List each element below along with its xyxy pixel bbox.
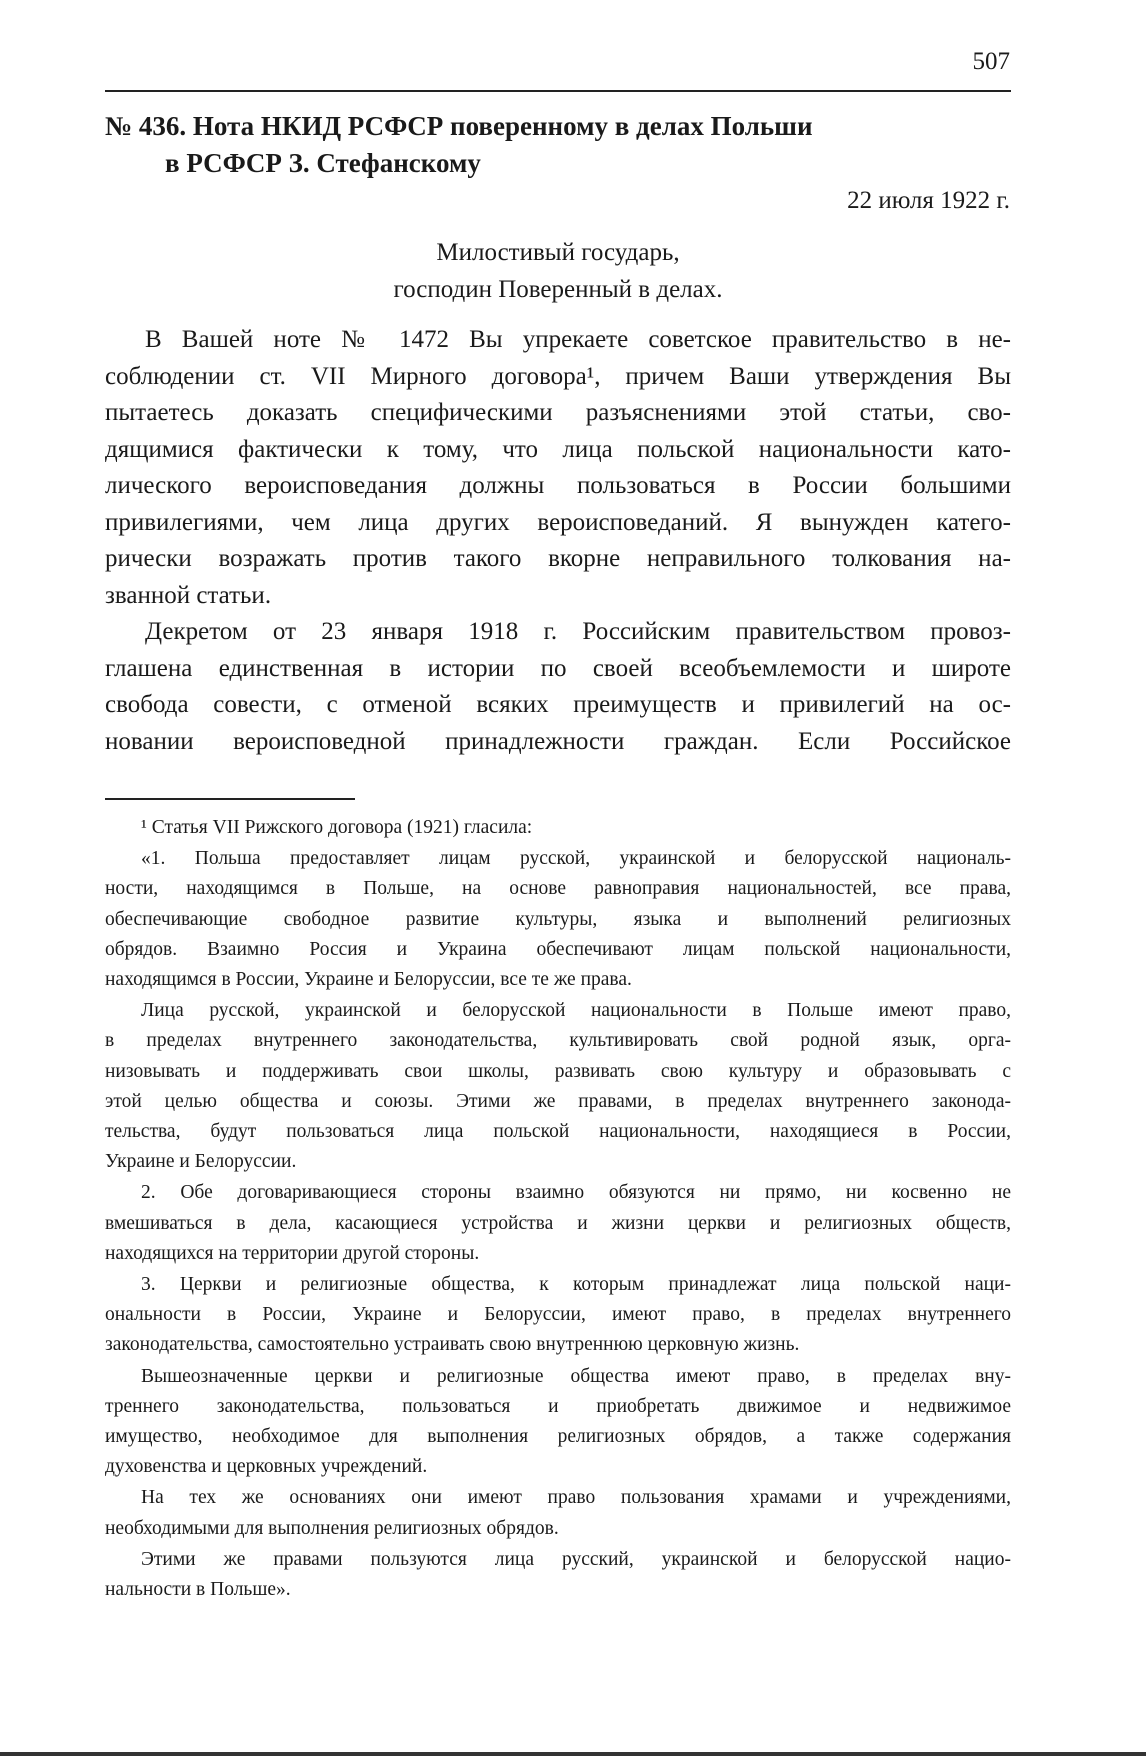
text-line: находящимся в России, Украине и Белоруссии, все те же права.: [105, 969, 632, 991]
text-line: нальности в Польше».: [105, 1579, 291, 1601]
text-line: глашена единственная в истории по своей всеобъемлемости и широте: [105, 654, 1011, 682]
text-line: «1. Польша предоставляет лицам русской, украинской и белорусской националь-: [141, 848, 1011, 870]
page-number: 507: [972, 48, 1010, 75]
title-line-2: в РСФСР З. Стефанскому: [165, 148, 481, 178]
salutation-line-1: Милостивый государь,: [436, 239, 680, 266]
text-line: Лица русской, украинской и белорусской национальности в Польше имеют право,: [141, 1000, 1011, 1022]
text-line: имущество, необходимое для выполнения религиозных обрядов, а также содержания: [105, 1426, 1011, 1448]
text-line: необходимыми для выполнения религиозных обрядов.: [105, 1517, 559, 1539]
text-line: соблюдении ст. VII Мирного договора¹, причем Ваши утверждения Вы: [105, 362, 1011, 390]
text-line: ональности в России, Украине и Белоруссии, имеют право, в пределах внутреннего: [105, 1304, 1011, 1326]
text-line: в пределах внутреннего законодательства, культивировать свой родной язык, орга-: [105, 1030, 1011, 1052]
text-line: привилегиями, чем лица других вероисповеданий. Я вынужден катего-: [105, 508, 1011, 536]
footnote-paragraph: [105, 813, 1011, 843]
text-line: духовенства и церковных учреждений.: [105, 1456, 428, 1478]
text-line: Декретом от 23 января 1918 г. Российским правительством провоз-: [145, 618, 1011, 645]
footnote-paragraph: [105, 1270, 1011, 1361]
footnote-paragraph: [105, 1483, 1011, 1543]
footnote-rule: [105, 798, 355, 800]
document-title: [105, 108, 813, 182]
text-line: обеспечивающие свободное развитие культуры, языка и выполнений религиозных: [105, 908, 1011, 930]
document-date: 22 июля 1922 г.: [847, 187, 1010, 214]
paragraph: [105, 614, 1011, 760]
header-rule: [105, 90, 1011, 92]
title-line-1: № 436. Нота НКИД РСФСР поверенному в делах Польши: [105, 111, 813, 141]
text-line: треннего законодательства, пользоваться и приобретать движимое и недвижимое: [105, 1395, 1011, 1417]
text-line: На тех же основаниях они имеют право пользования храмами и учреждениями,: [141, 1487, 1011, 1509]
text-line: ¹ Статья VII Рижского договора (1921) гласила:: [141, 817, 533, 838]
text-line: 3. Церкви и религиозные общества, к которым принадлежат лица польской наци-: [141, 1274, 1011, 1296]
salutation-line-2: господин Поверенный в делах.: [393, 276, 723, 303]
text-line: этой целью общества и союзы. Этими же правами, в пределах внутреннего законода-: [105, 1090, 1011, 1112]
page-bottom-edge: [0, 1752, 1146, 1756]
text-line: ности, находящимся в Польше, на основе равноправия национальностей, все права,: [105, 878, 1011, 900]
footnote-paragraph: [105, 1178, 1011, 1269]
text-line: званной статьи.: [105, 581, 272, 609]
text-line: Вышеозначенные церкви и религиозные общества имеют право, в пределах вну-: [141, 1365, 1011, 1387]
paragraph: [105, 322, 1011, 614]
text-line: находящихся на территории другой стороны.: [105, 1242, 480, 1264]
text-line: Украине и Белоруссии.: [105, 1151, 297, 1173]
footnote-paragraph: [105, 996, 1011, 1177]
text-line: дящимися фактически к тому, что лица польской национальности като-: [105, 435, 1011, 463]
text-line: обрядов. Взаимно Россия и Украина обеспечивают лицам польской национальности,: [105, 938, 1011, 960]
footnote-paragraph: [105, 1545, 1011, 1605]
text-line: законодательства, самостоятельно устраивать свою внутреннюю церковную жизнь.: [105, 1334, 800, 1356]
salutation: [105, 234, 1011, 308]
footnote-paragraph: [105, 844, 1011, 995]
text-line: лического вероисповедания должны пользоваться в России большими: [105, 472, 1011, 499]
text-line: 2. Обе договаривающиеся стороны взаимно обязуются ни прямо, ни косвенно не: [141, 1182, 1011, 1204]
text-line: вмешиваться в дела, касающиеся устройства и жизни церкви и религиозных обществ,: [105, 1212, 1011, 1234]
text-line: Этими же правами пользуются лица русский, украинской и белорусской нацио-: [141, 1548, 1011, 1570]
text-line: свобода совести, с отменой всяких преимуществ и привилегий на ос-: [105, 691, 1011, 718]
text-line: новании вероисповедной принадлежности граждан. Если Российское: [105, 727, 1011, 755]
text-line: пытаетесь доказать специфическими разъяснениями этой статьи, сво-: [105, 399, 1011, 426]
body-text: [105, 322, 1011, 760]
footnote-paragraph: [105, 1362, 1011, 1483]
text-line: В Вашей ноте № 1472 Вы упрекаете советское правительство в не-: [145, 326, 1011, 353]
text-line: тельства, будут пользоваться лица польской национальности, находящиеся в России,: [105, 1121, 1011, 1143]
footnotes: [105, 813, 1011, 1606]
text-line: рически возражать против такого вкорне неправильного толкования на-: [105, 545, 1011, 572]
text-line: низовывать и поддерживать свои школы, развивать свою культуру и образовывать с: [105, 1060, 1011, 1082]
